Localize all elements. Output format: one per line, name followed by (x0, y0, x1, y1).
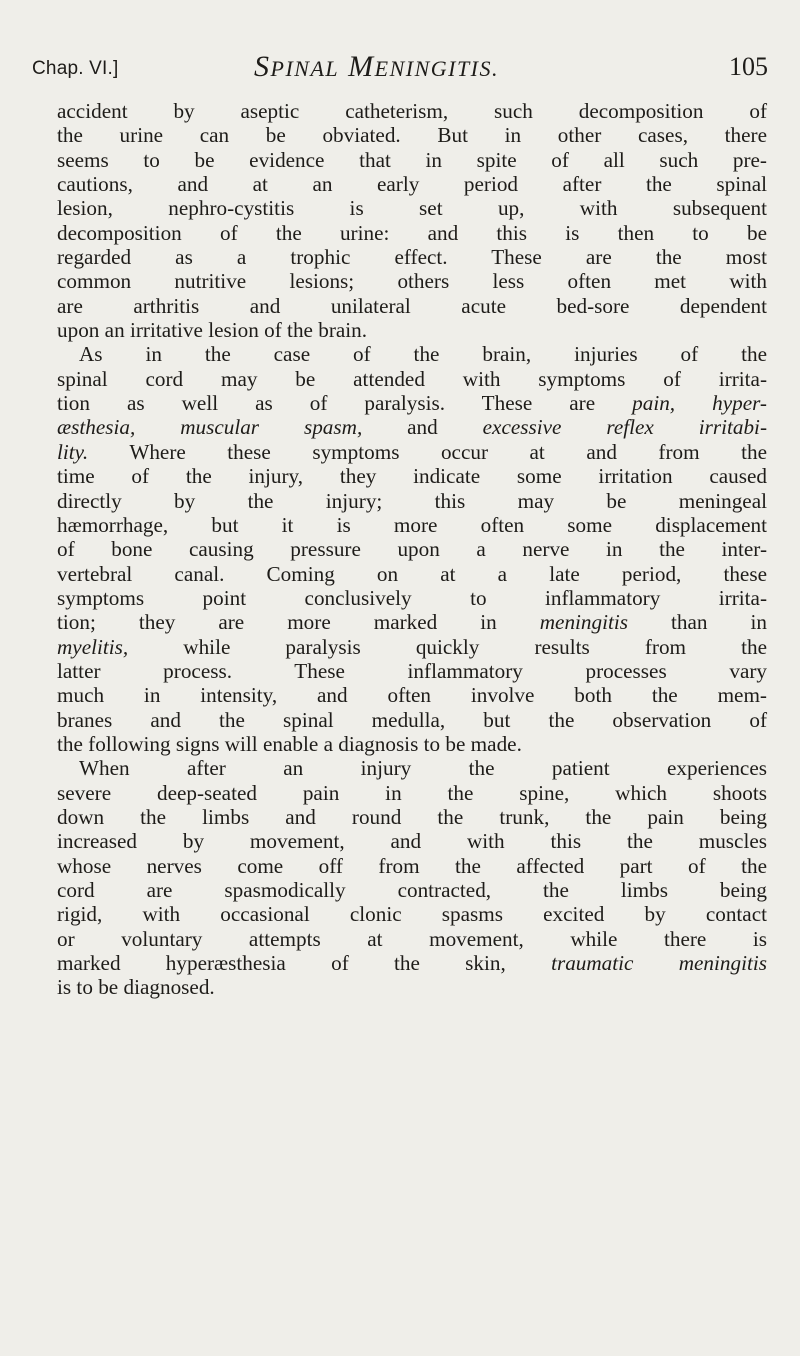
text-run: common nutritive lesions; others less often met with (57, 269, 767, 294)
text-run: tion as well as of paralysis. These are (57, 391, 633, 416)
text-line (57, 683, 767, 707)
text-run: are arthritis and unilateral acute bed-sore dependent (57, 293, 767, 318)
italic-term: meningitis (539, 610, 629, 635)
paragraph-3 (57, 756, 767, 999)
text-run: while paralysis quickly results from the (128, 634, 767, 659)
text-run: upon an irritative lesion of the brain. (57, 318, 368, 343)
italic-term: lity. (57, 439, 89, 464)
text-line (57, 756, 767, 780)
paragraph-2 (57, 342, 767, 756)
text-line (57, 99, 767, 123)
text-run: or voluntary attempts at movement, while there is (57, 926, 767, 951)
italic-term: pain, hyper- (632, 391, 767, 416)
text-run: regarded as a trophic effect. These are the most (57, 245, 767, 270)
text-line (57, 196, 767, 220)
text-run: As in the case of the brain, injuries of the (79, 342, 767, 367)
text-run: directly by the injury; this may be meningeal (57, 488, 767, 513)
text-run: accident by aseptic catheterism, such decomposition of (57, 99, 767, 123)
text-line (57, 221, 767, 245)
text-run: When after an injury the patient experiences (79, 756, 767, 781)
text-run: seems to be evidence that in spite of all such pre- (57, 147, 767, 172)
text-run: decomposition of the urine: and this is then to be (57, 220, 767, 245)
text-run: rigid, with occasional clonic spasms excited by contact (57, 902, 767, 927)
text-line (57, 902, 767, 926)
text-line (57, 927, 767, 951)
text-line (57, 513, 767, 537)
text-run: and (362, 415, 483, 440)
text-line (57, 123, 767, 147)
text-run: time of the injury, they indicate some irritation caused (57, 464, 767, 489)
text-line (57, 732, 767, 756)
italic-term: excessive reflex irritabi- (482, 415, 767, 440)
running-title-eningitis: ENINGITIS. (374, 56, 500, 81)
text-run: of bone causing pressure upon a nerve in the inter- (57, 537, 767, 562)
text-run: latter process. These inflammatory processes vary (57, 658, 767, 683)
text-run: marked hyperæsthesia of the skin, (57, 951, 552, 976)
text-line (57, 829, 767, 853)
text-line (57, 781, 767, 805)
running-title-pinal: PINAL (270, 56, 340, 81)
text-line (57, 294, 767, 318)
text-line (57, 245, 767, 269)
text-line (57, 610, 767, 634)
text-run: whose nerves come off from the affected part of the (57, 853, 767, 878)
text-line (57, 878, 767, 902)
text-run: Where these symptoms occur at and from the (88, 439, 767, 464)
running-title-initial-s: S (254, 50, 271, 83)
text-run: the following signs will enable a diagnosis to be made. (57, 731, 522, 756)
italic-term: æsthesia, muscular spasm, (57, 415, 363, 440)
text-run: hæmorrhage, but it is more often some displacement (57, 512, 767, 537)
text-line (57, 391, 767, 415)
text-line (57, 464, 767, 488)
paragraph-1 (57, 99, 767, 342)
text-line (57, 269, 767, 293)
running-head (32, 50, 772, 90)
text-run: symptoms point conclusively to inflammatory irrita- (57, 585, 767, 610)
page-number: 105 (729, 52, 768, 81)
text-run: lesion, nephro-cystitis is set up, with subsequent (57, 196, 767, 221)
running-title-initial-m: M (348, 50, 375, 83)
text-line (57, 342, 767, 366)
text-line (57, 805, 767, 829)
text-line (57, 172, 767, 196)
text-line (57, 415, 767, 439)
running-title (254, 50, 499, 84)
text-run: tion; they are more marked in (57, 610, 540, 635)
body-text (57, 99, 767, 1000)
italic-term: myelitis, (57, 634, 129, 659)
text-line (57, 586, 767, 610)
text-run: branes and the spinal medulla, but the observation of (57, 707, 767, 732)
text-run: the urine can be obviated. But in other cases, there (57, 123, 767, 148)
text-run: much in intensity, and often involve both the mem- (57, 683, 767, 708)
text-run: down the limbs and round the trunk, the pain being (57, 804, 767, 829)
text-run: severe deep-seated pain in the spine, which shoots (57, 780, 767, 805)
text-line (57, 708, 767, 732)
text-line (57, 562, 767, 586)
text-line (57, 537, 767, 561)
text-run: spinal cord may be attended with symptoms of irrita- (57, 366, 767, 391)
text-run: increased by movement, and with this the muscles (57, 829, 767, 854)
text-line (57, 367, 767, 391)
text-run: cord are spasmodically contracted, the limbs being (57, 878, 767, 902)
text-line (57, 951, 767, 975)
text-line (57, 489, 767, 513)
chapter-label: Chap. VI.] (32, 58, 119, 79)
text-line (57, 854, 767, 878)
text-run: cautions, and at an early period after the spinal (57, 172, 767, 197)
italic-term: traumatic meningitis (551, 951, 767, 976)
text-line (57, 318, 767, 342)
text-run: than in (628, 610, 767, 635)
text-line (57, 635, 767, 659)
text-line (57, 975, 767, 999)
text-run: is to be diagnosed. (57, 975, 215, 1000)
text-run: vertebral canal. Coming on at a late period, these (57, 561, 767, 586)
text-line (57, 440, 767, 464)
text-line (57, 659, 767, 683)
text-line (57, 148, 767, 172)
